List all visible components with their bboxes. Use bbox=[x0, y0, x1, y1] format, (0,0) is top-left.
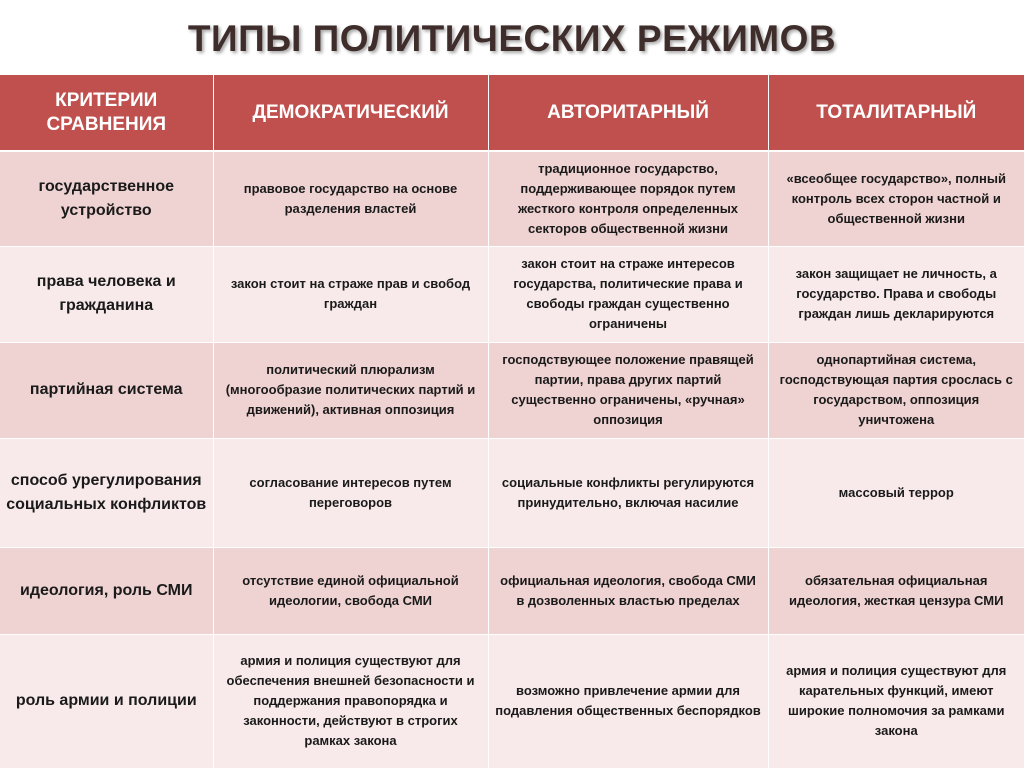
criterion-cell: способ урегулирования социальных конфликтов bbox=[0, 438, 213, 547]
criterion-cell: роль армии и полиции bbox=[0, 634, 213, 768]
criterion-cell: идеология, роль СМИ bbox=[0, 547, 213, 634]
democratic-cell: армия и полиция существуют для обеспечения внешней безопасности и поддержания правопорядка и законности, действуют в строгих рамках закона bbox=[213, 634, 488, 768]
page-title: ТИПЫ ПОЛИТИЧЕСКИХ РЕЖИМОВ bbox=[187, 18, 837, 59]
regimes-comparison-table bbox=[0, 75, 1024, 769]
header-democratic: ДЕМОКРАТИЧЕСКИЙ bbox=[213, 75, 488, 151]
democratic-cell: политический плюрализм (многообразие политических партий и движений), активная оппозиция bbox=[213, 342, 488, 438]
democratic-cell: согласование интересов путем переговоров bbox=[213, 438, 488, 547]
totalitarian-cell: обязательная официальная идеология, жесткая цензура СМИ bbox=[768, 547, 1024, 634]
totalitarian-cell: однопартийная система, господствующая партия срослась с государством, оппозиция уничтожена bbox=[768, 342, 1024, 438]
table-header-row bbox=[0, 75, 1024, 151]
totalitarian-cell: армия и полиция существуют для карательных функций, имеют широкие полномочия за рамками закона bbox=[768, 634, 1024, 768]
authoritarian-cell: официальная идеология, свобода СМИ в дозволенных властью пределах bbox=[488, 547, 768, 634]
authoritarian-cell: закон стоит на страже интересов государства, политические права и свободы граждан существенно ограничены bbox=[488, 246, 768, 342]
authoritarian-cell: социальные конфликты регулируются принудительно, включая насилие bbox=[488, 438, 768, 547]
table-row bbox=[0, 438, 1024, 547]
totalitarian-cell: «всеобщее государство», полный контроль всех сторон частной и общественной жизни bbox=[768, 151, 1024, 246]
header-totalitarian: ТОТАЛИТАРНЫЙ bbox=[768, 75, 1024, 151]
totalitarian-cell: закон защищает не личность, а государство. Права и свободы граждан лишь декларируются bbox=[768, 246, 1024, 342]
totalitarian-cell: массовый террор bbox=[768, 438, 1024, 547]
criterion-cell: права человека и гражданина bbox=[0, 246, 213, 342]
democratic-cell: правовое государство на основе разделения властей bbox=[213, 151, 488, 246]
authoritarian-cell: господствующее положение правящей партии, права других партий существенно ограничены, «ручная» оппозиция bbox=[488, 342, 768, 438]
criterion-cell: государственное устройство bbox=[0, 151, 213, 246]
table-row bbox=[0, 547, 1024, 634]
democratic-cell: отсутствие единой официальной идеологии, свобода СМИ bbox=[213, 547, 488, 634]
table-row bbox=[0, 634, 1024, 768]
header-authoritarian: АВТОРИТАРНЫЙ bbox=[488, 75, 768, 151]
authoritarian-cell: возможно привлечение армии для подавления общественных беспорядков bbox=[488, 634, 768, 768]
authoritarian-cell: традиционное государство, поддерживающее порядок путем жесткого контроля определенных секторов общественной жизни bbox=[488, 151, 768, 246]
table-row bbox=[0, 151, 1024, 246]
header-criteria: КРИТЕРИИ СРАВНЕНИЯ bbox=[0, 75, 213, 151]
democratic-cell: закон стоит на страже прав и свобод граждан bbox=[213, 246, 488, 342]
table-row bbox=[0, 342, 1024, 438]
table-row bbox=[0, 246, 1024, 342]
criterion-cell: партийная система bbox=[0, 342, 213, 438]
